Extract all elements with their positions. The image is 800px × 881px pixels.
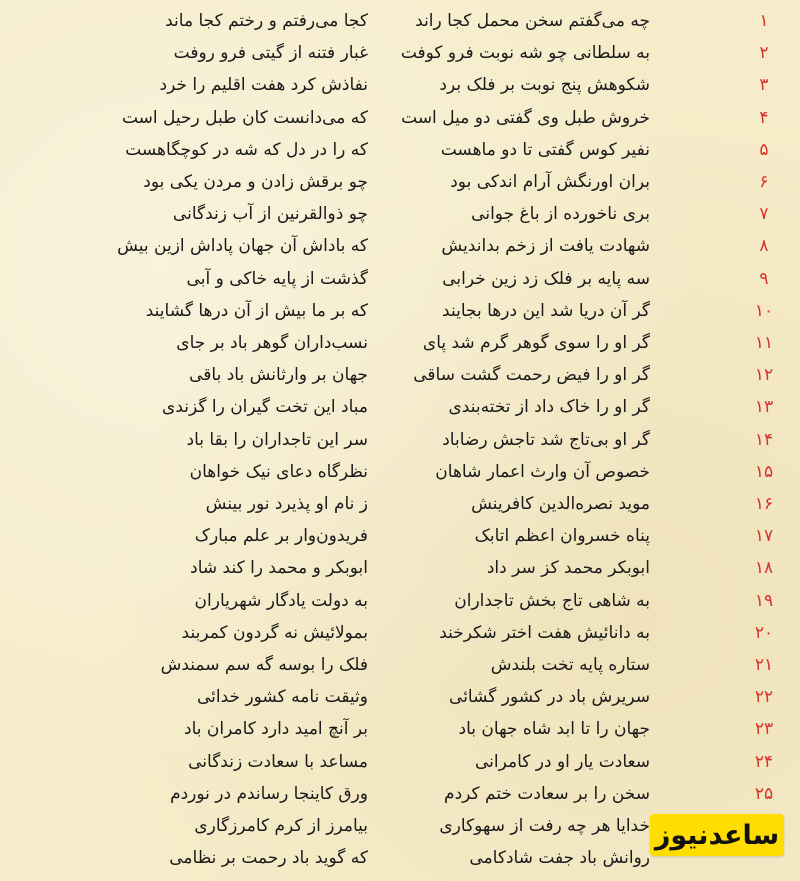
verse-row bbox=[0, 391, 800, 423]
verse-row bbox=[0, 424, 800, 456]
saednews-logo bbox=[650, 814, 784, 856]
verse-row bbox=[0, 230, 800, 262]
second-hemistich: غبار فتنه از گیتی فرو روفت bbox=[173, 43, 368, 64]
first-hemistich: گر او را فیض رحمت گشت ساقی bbox=[413, 365, 650, 386]
verse-row bbox=[0, 327, 800, 359]
second-hemistich: کجا می‌رفتم و رختم کجا ماند bbox=[165, 11, 368, 31]
second-hemistich: به دولت یادگار شهریاران bbox=[194, 590, 368, 611]
first-hemistich: سخن را بر سعادت ختم کردم bbox=[444, 783, 650, 804]
second-hemistich: نسب‌داران گوهر باد بر جای bbox=[176, 333, 368, 353]
second-hemistich: فلک را بوسه گه سم سمندش bbox=[160, 655, 368, 675]
second-hemistich: مباد این تخت گیران را گزندی bbox=[162, 397, 368, 418]
first-hemistich: بری ناخورده از باغ جوانی bbox=[471, 204, 650, 225]
first-hemistich: به دانائیش هفت اختر شکرخند bbox=[439, 622, 650, 643]
verse-number: ۱۲ bbox=[754, 365, 774, 386]
first-hemistich: سه پایه بر فلک زد زین خرابی bbox=[442, 268, 650, 289]
verse-number: ۳ bbox=[759, 75, 769, 96]
first-hemistich: چه می‌گفتم سخن محمل کجا راند bbox=[415, 11, 650, 31]
second-hemistich: نفاذش کرد هفت اقلیم را خرد bbox=[159, 75, 368, 96]
verse-number: ۲۵ bbox=[754, 783, 774, 804]
verse-number: ۲۱ bbox=[754, 655, 774, 675]
verse-row bbox=[0, 5, 800, 37]
verse-number: ۲۰ bbox=[754, 622, 774, 643]
first-hemistich: شکوهش پنج نوبت بر فلک برد bbox=[439, 75, 650, 96]
verse-row bbox=[0, 456, 800, 488]
first-hemistich: خدایا هر چه رفت از سهوکاری bbox=[439, 816, 650, 836]
verse-number: ۵ bbox=[759, 139, 769, 160]
verse-number: ۱۳ bbox=[754, 397, 774, 418]
logo-text: ساعدنیوز bbox=[654, 819, 780, 851]
first-hemistich: خصوص آن وارث اعمار شاهان bbox=[435, 461, 650, 482]
verse-row bbox=[0, 520, 800, 552]
verse-number: ۶ bbox=[759, 172, 769, 192]
verse-number: ۴ bbox=[759, 107, 769, 128]
first-hemistich: نفیر کوس گفتی تا دو ماهست bbox=[440, 139, 650, 160]
first-hemistich: جهان را تا ابد شاه جهان باد bbox=[458, 719, 650, 740]
second-hemistich: ز نام او پذیرد نور بینش bbox=[205, 494, 368, 514]
verse-row bbox=[0, 134, 800, 166]
verse-number: ۸ bbox=[759, 236, 769, 257]
verse-row bbox=[0, 713, 800, 745]
first-hemistich: به سلطانی چو شه نوبت فرو کوفت bbox=[400, 43, 650, 64]
verse-number: ۹ bbox=[759, 268, 769, 289]
second-hemistich: مساعد با سعادت زندگانی bbox=[188, 751, 368, 772]
second-hemistich: که می‌دانست کان طبل رحیل است bbox=[121, 107, 368, 128]
verse-number: ۱۷ bbox=[754, 526, 774, 547]
verse-row bbox=[0, 166, 800, 198]
first-hemistich: گر او را سوی گوهر گرم شد پای bbox=[422, 333, 650, 353]
verse-row bbox=[0, 102, 800, 134]
second-hemistich: که باداش آن جهان پاداش ازین بیش bbox=[117, 236, 368, 257]
verse-number: ۲۳ bbox=[754, 719, 774, 740]
second-hemistich: نظرگاه دعای نیک خواهان bbox=[189, 461, 368, 482]
second-hemistich: چو ذوالقرنین از آب زندگانی bbox=[172, 204, 368, 225]
first-hemistich: شهادت یافت از زخم بداندیش bbox=[441, 236, 650, 257]
second-hemistich: بر آنچ امید دارد کامران باد bbox=[184, 719, 368, 740]
second-hemistich: سر این تاجداران را بقا باد bbox=[186, 429, 368, 450]
second-hemistich: فریدون‌وار بر علم مبارک bbox=[194, 526, 368, 547]
first-hemistich: به شاهی تاج بخش تاجداران bbox=[454, 590, 650, 611]
verse-number: ۱۰ bbox=[754, 300, 774, 321]
verse-number: ۱ bbox=[759, 11, 769, 31]
second-hemistich: که را در دل که شه در کوچگاهست bbox=[125, 139, 368, 160]
second-hemistich: وثیقت نامه کشور خدائی bbox=[196, 687, 368, 708]
first-hemistich: روانش باد جفت شادکامی bbox=[469, 848, 650, 869]
verse-number: ۷ bbox=[759, 204, 769, 225]
first-hemistich: سریرش باد در کشور گشائی bbox=[449, 687, 650, 708]
verse-row bbox=[0, 69, 800, 101]
second-hemistich: بیامرز از کرم کامرزگاری bbox=[194, 816, 368, 836]
second-hemistich: که گوید باد رحمت بر نظامی bbox=[169, 848, 368, 869]
verse-row bbox=[0, 37, 800, 69]
verse-number: ۲۲ bbox=[754, 687, 774, 708]
verse-row bbox=[0, 649, 800, 681]
verse-row bbox=[0, 552, 800, 584]
verse-number: ۱۴ bbox=[754, 429, 774, 450]
first-hemistich: موید نصره‌الدین کافرینش bbox=[471, 494, 650, 514]
second-hemistich: گذشت از پایه خاکی و آبی bbox=[186, 268, 368, 289]
verse-row bbox=[0, 585, 800, 617]
second-hemistich: ورق کاینجا رساندم در نوردم bbox=[170, 783, 368, 804]
first-hemistich: خروش طبل وی گفتی دو میل است bbox=[401, 107, 650, 128]
verse-row bbox=[0, 778, 800, 810]
verse-row bbox=[0, 295, 800, 327]
verse-number: ۱۹ bbox=[754, 590, 774, 611]
first-hemistich: گر او بی‌تاج شد تاجش رضاباد bbox=[442, 429, 650, 450]
verse-number: ۱۶ bbox=[754, 494, 774, 514]
second-hemistich: جهان بر وارثانش باد باقی bbox=[189, 365, 368, 386]
verse-number: ۱۱ bbox=[754, 333, 774, 353]
verse-row bbox=[0, 488, 800, 520]
verse-number: ۱۸ bbox=[754, 558, 774, 579]
verse-row bbox=[0, 617, 800, 649]
second-hemistich: چو برقش زادن و مردن یکی بود bbox=[143, 172, 368, 192]
verse-row bbox=[0, 359, 800, 391]
first-hemistich: پناه خسروان اعظم اتابک bbox=[474, 526, 650, 547]
first-hemistich: گر آن دریا شد این درها بجایند bbox=[442, 300, 650, 321]
first-hemistich: گر او را خاک داد از تخته‌بندی bbox=[448, 397, 650, 418]
second-hemistich: بمولائیش نه گردون کمربند bbox=[181, 622, 368, 643]
second-hemistich: ابوبکر و محمد را کند شاد bbox=[190, 558, 368, 579]
verse-number: ۲۴ bbox=[754, 751, 774, 772]
verse-number: ۲ bbox=[759, 43, 769, 64]
verse-row bbox=[0, 263, 800, 295]
first-hemistich: سعادت یار او در کامرانی bbox=[474, 751, 650, 772]
first-hemistich: بران اورنگش آرام اندکی بود bbox=[450, 172, 650, 192]
first-hemistich: ستاره پایه تخت بلندش bbox=[490, 655, 650, 675]
verse-row bbox=[0, 746, 800, 778]
first-hemistich: ابوبکر محمد کز سر داد bbox=[486, 558, 650, 579]
verse-number: ۱۵ bbox=[754, 461, 774, 482]
verse-row bbox=[0, 198, 800, 230]
verse-row bbox=[0, 681, 800, 713]
second-hemistich: که بر ما بیش از آن درها گشایند bbox=[145, 300, 368, 321]
